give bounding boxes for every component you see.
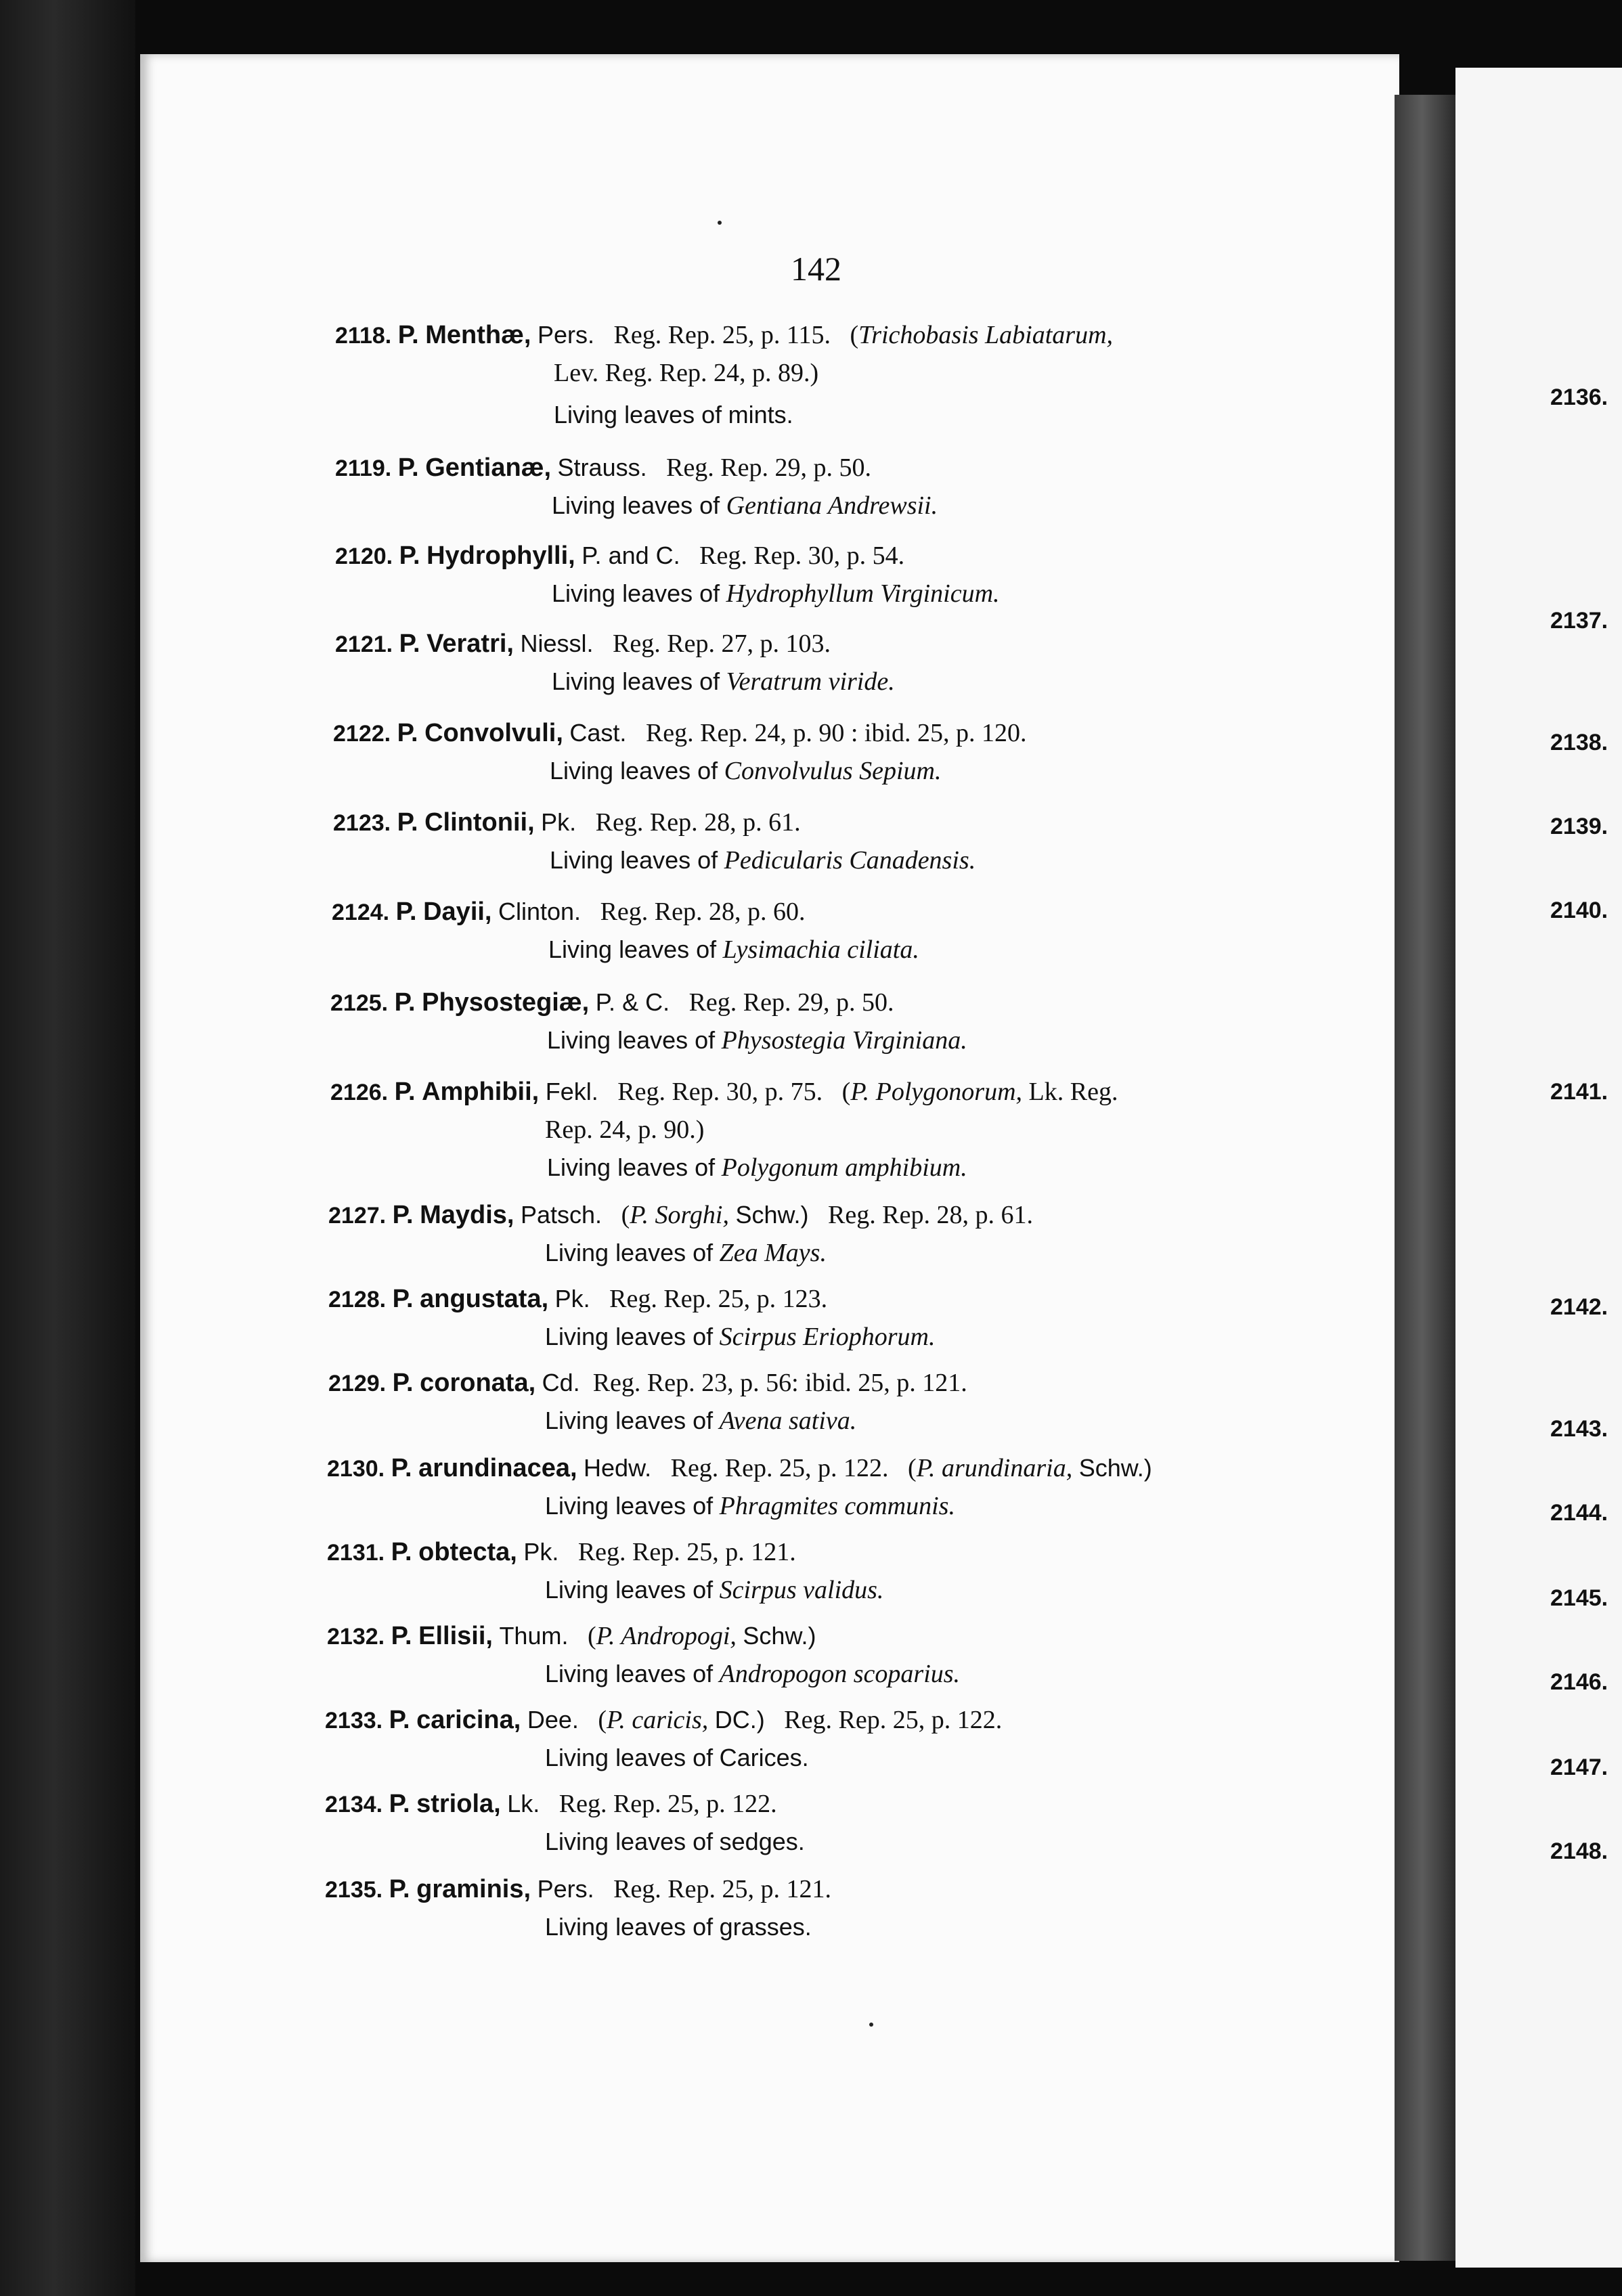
facing-entry-number: 2137. — [1550, 608, 1608, 634]
synonym-author: Schw.) — [743, 1622, 816, 1650]
reference: Reg. Rep. 25, p. 121. — [577, 1538, 796, 1566]
entry-number: 2121. — [335, 632, 393, 657]
author: Pers. — [537, 1875, 594, 1903]
genus: P. — [392, 1201, 414, 1229]
host-label: Living leaves of — [550, 846, 718, 874]
genus: P. — [389, 1790, 410, 1818]
facing-entry-number: 2136. — [1550, 384, 1608, 410]
species-name: Physostegiæ, — [422, 988, 590, 1017]
author: Patsch. — [521, 1201, 602, 1229]
synonym-name: P. caricis, — [607, 1706, 709, 1734]
author: Lk. — [507, 1790, 540, 1817]
host-label: Living leaves of — [545, 1239, 714, 1266]
synonym-open: ( — [908, 1454, 917, 1482]
entry-number: 2120. — [335, 544, 393, 569]
host-label: Living leaves of — [545, 1744, 714, 1771]
host-label: Living leaves of — [545, 1828, 714, 1855]
author: Cd. — [542, 1369, 580, 1396]
species-name: angustata, — [420, 1285, 549, 1313]
reference: Reg. Rep. 27, p. 103. — [613, 630, 831, 658]
host-label: Living leaves of — [552, 491, 720, 519]
facing-entry-number: 2138. — [1550, 730, 1608, 755]
entry-number: 2118. — [335, 323, 392, 349]
host-plant: Scirpus validus. — [719, 1576, 884, 1604]
host-plant: Physostegia Virginiana. — [721, 1026, 967, 1055]
synonym-open: ( — [587, 1622, 596, 1650]
species-name: Ellisii, — [418, 1622, 493, 1650]
genus: P. — [395, 898, 417, 926]
synonym-open: ( — [850, 321, 859, 349]
host-label: Living leaves of — [545, 1576, 714, 1604]
species-name: Veratri, — [426, 630, 514, 658]
reference: Reg. Rep. 25, p. 122. — [558, 1790, 777, 1818]
species-name: caricina, — [416, 1706, 521, 1734]
host-label: Living leaves of — [545, 1323, 714, 1350]
reference: Reg. Rep. 25, p. 115. — [613, 321, 831, 349]
reference: Reg. Rep. 24, p. 90 : ibid. 25, p. 120. — [645, 719, 1027, 747]
entry-number: 2127. — [328, 1203, 387, 1229]
species-name: arundinacea, — [418, 1454, 577, 1482]
host-label: Living leaves of — [545, 1660, 714, 1687]
host-label: Living leaves of — [552, 579, 720, 607]
reference: Reg. Rep. 30, p. 54. — [699, 542, 905, 570]
host-plant: Gentiana Andrewsii. — [726, 491, 938, 520]
synonym-author: Schw.) — [735, 1201, 809, 1229]
species-name: obtecta, — [418, 1538, 517, 1566]
host-plant: Scirpus Eriophorum. — [719, 1323, 936, 1351]
author: Pk. — [523, 1538, 559, 1566]
entry-number: 2130. — [327, 1456, 385, 1482]
genus: P. — [397, 719, 418, 747]
entry-number: 2119. — [335, 456, 392, 481]
book-gutter — [1395, 95, 1455, 2261]
author: Niessl. — [520, 630, 594, 657]
author: Cast. — [569, 719, 627, 747]
facing-entry-number: 2141. — [1550, 1079, 1608, 1105]
genus: P. — [391, 1454, 412, 1482]
facing-entry-number: 2140. — [1550, 898, 1608, 923]
author: P. & C. — [595, 988, 670, 1016]
reference: Reg. Rep. 29, p. 50. — [688, 988, 894, 1017]
entry-number: 2133. — [325, 1708, 383, 1734]
species-name: Menthæ, — [425, 321, 531, 349]
facing-entry-number: 2145. — [1550, 1585, 1608, 1611]
author: Strauss. — [557, 454, 647, 481]
host-plant: Carices. — [719, 1744, 809, 1771]
synonym-open: ( — [841, 1078, 851, 1106]
host-label: Living leaves of — [552, 667, 720, 695]
reference: Reg. Rep. 29, p. 50. — [666, 454, 872, 482]
genus: P. — [399, 630, 420, 658]
entry-number: 2126. — [330, 1080, 389, 1105]
author: P. and C. — [582, 542, 680, 569]
genus: P. — [399, 542, 420, 570]
entry-number: 2134. — [325, 1792, 383, 1817]
continuation: Lev. Reg. Rep. 24, p. 89.) — [554, 359, 819, 387]
genus: P. — [392, 1285, 414, 1313]
author: Dee. — [527, 1706, 579, 1734]
genus: P. — [394, 988, 416, 1017]
genus: P. — [391, 1538, 412, 1566]
host-label: Living leaves of — [547, 1153, 716, 1181]
synonym-open: ( — [598, 1706, 607, 1734]
reference: Reg. Rep. 28, p. 60. — [600, 898, 806, 926]
host-plant: Zea Mays. — [719, 1239, 827, 1267]
synonym-open: ( — [621, 1201, 630, 1229]
species-name: Hydrophylli, — [426, 542, 575, 570]
host-plant: Lysimachia ciliata. — [722, 935, 919, 964]
synonym-author: Schw.) — [1078, 1454, 1152, 1482]
reference: Reg. Rep. 30, p. 75. — [617, 1078, 823, 1106]
host-label: Living leaves of — [548, 935, 717, 963]
entry-number: 2125. — [330, 990, 389, 1016]
author: Pk. — [554, 1285, 590, 1312]
reference: Reg. Rep. 25, p. 122. — [670, 1454, 889, 1482]
host-plant: grasses. — [719, 1913, 812, 1941]
reference: Reg. Rep. 28, p. 61. — [595, 808, 801, 837]
entry-number: 2131. — [327, 1540, 385, 1566]
host-plant: Veratrum viride. — [726, 667, 895, 696]
genus: P. — [391, 1622, 412, 1650]
species-name: coronata, — [420, 1369, 536, 1397]
synonym-author: DC.) — [714, 1706, 765, 1734]
synonym-name: Trichobasis Labiatarum, — [858, 321, 1114, 349]
reference: Reg. Rep. 25, p. 122. — [784, 1706, 1003, 1734]
author: Thum. — [499, 1622, 569, 1650]
host-label: Living leaves of — [554, 401, 722, 428]
facing-entry-number: 2148. — [1550, 1838, 1608, 1864]
host-label: Living leaves of — [547, 1026, 716, 1054]
genus: P. — [389, 1706, 410, 1734]
ink-speck — [869, 2023, 873, 2027]
entry-number: 2132. — [327, 1624, 385, 1650]
facing-entry-number: 2143. — [1550, 1416, 1608, 1442]
genus: P. — [397, 454, 419, 482]
host-label: Living leaves of — [550, 757, 718, 785]
genus: P. — [397, 321, 419, 349]
species-name: Dayii, — [423, 898, 492, 926]
entry-number: 2129. — [328, 1371, 387, 1396]
host-plant: Hydrophyllum Virginicum. — [726, 579, 1000, 608]
host-label: Living leaves of — [545, 1913, 714, 1941]
genus: P. — [397, 808, 418, 837]
reference: Reg. Rep. 23, p. 56: ibid. 25, p. 121. — [592, 1369, 967, 1397]
host-plant: Andropogon scoparius. — [719, 1660, 961, 1688]
facing-entry-number: 2147. — [1550, 1754, 1608, 1780]
ink-speck — [718, 221, 722, 225]
author: Pers. — [537, 321, 594, 349]
genus: P. — [394, 1078, 416, 1106]
species-name: striola, — [416, 1790, 501, 1818]
host-label: Living leaves of — [545, 1407, 714, 1434]
species-name: Clintonii, — [424, 808, 535, 837]
author: Clinton. — [498, 898, 582, 925]
species-name: Gentianæ, — [425, 454, 552, 482]
reference: Reg. Rep. 25, p. 121. — [613, 1875, 832, 1903]
entry-number: 2124. — [332, 900, 390, 925]
reference: Reg. Rep. 28, p. 61. — [828, 1201, 1033, 1229]
host-plant: Polygonum amphibium. — [721, 1153, 967, 1182]
author: Hedw. — [584, 1454, 652, 1482]
page-number: 142 — [791, 250, 841, 288]
author: Pk. — [541, 808, 577, 836]
synonym-name: P. Andropogi, — [596, 1622, 737, 1650]
entry-number: 2123. — [333, 810, 391, 836]
species-name: Convolvuli, — [424, 719, 563, 747]
species-name: Maydis, — [420, 1201, 514, 1229]
continuation: Rep. 24, p. 90.) — [545, 1116, 705, 1144]
scan-background — [0, 0, 135, 2296]
genus: P. — [389, 1875, 410, 1903]
host-label: Living leaves of — [545, 1492, 714, 1520]
entry-number: 2122. — [333, 721, 391, 747]
author: Fekl. — [545, 1078, 598, 1105]
facing-entry-number: 2146. — [1550, 1669, 1608, 1695]
host-plant: Pedicularis Canadensis. — [724, 846, 976, 875]
host-plant: Convolvulus Sepium. — [724, 757, 942, 785]
entry-number: 2135. — [325, 1877, 383, 1903]
host-plant: sedges. — [719, 1828, 805, 1855]
species-name: Amphibii, — [422, 1078, 540, 1106]
synonym-author: Lk. Reg. — [1028, 1078, 1118, 1106]
host-plant: mints. — [728, 401, 793, 428]
facing-entry-number: 2142. — [1550, 1294, 1608, 1320]
host-plant: Avena sativa. — [719, 1407, 857, 1435]
synonym-name: P. arundinaria, — [916, 1454, 1073, 1482]
synonym-name: P. Polygonorum, — [850, 1078, 1023, 1106]
facing-entry-number: 2139. — [1550, 814, 1608, 839]
reference: Reg. Rep. 25, p. 123. — [609, 1285, 828, 1313]
host-plant: Phragmites communis. — [719, 1492, 955, 1520]
genus: P. — [392, 1369, 414, 1397]
species-name: graminis, — [416, 1875, 531, 1903]
entry-number: 2128. — [328, 1287, 387, 1312]
synonym-name: P. Sorghi, — [630, 1201, 729, 1229]
facing-entry-number: 2144. — [1550, 1500, 1608, 1526]
